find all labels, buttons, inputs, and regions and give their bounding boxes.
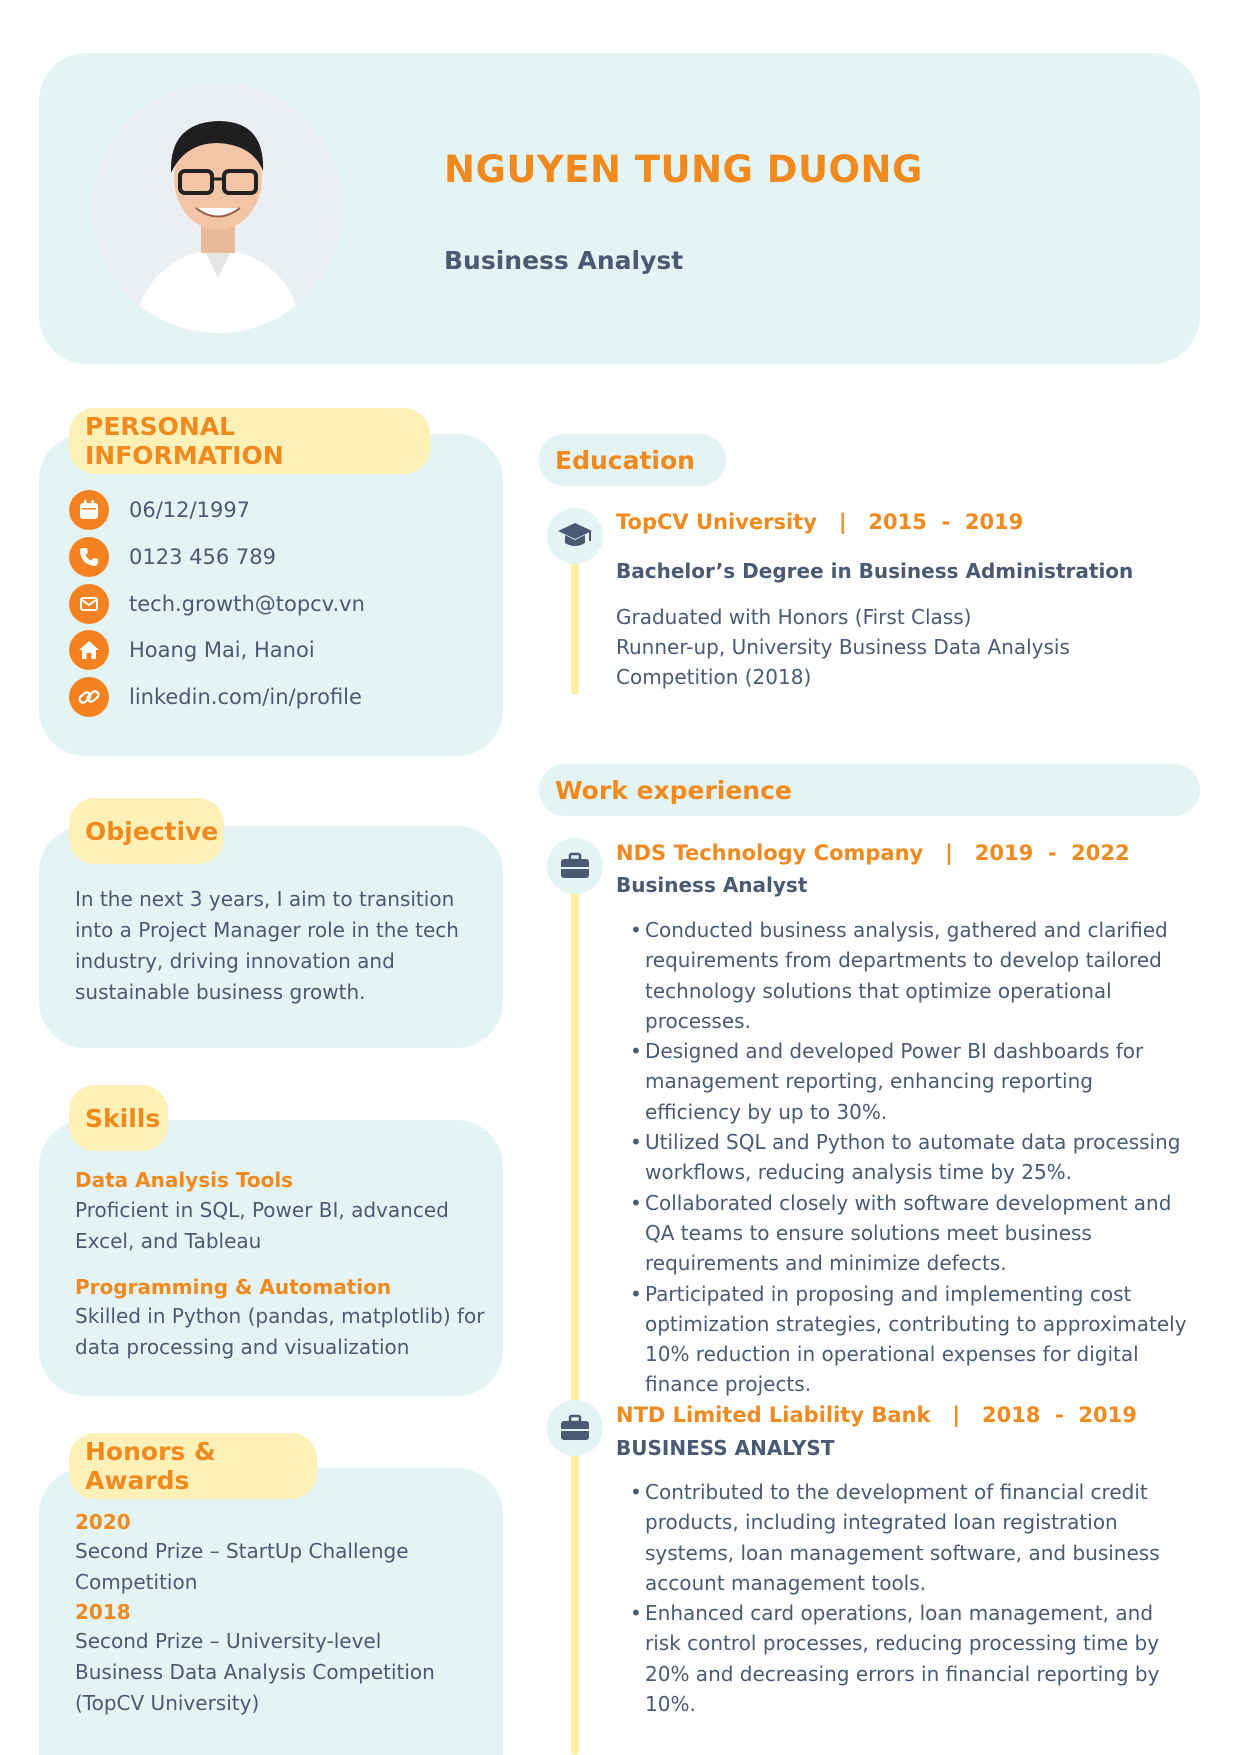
- skill-title: Programming & Automation: [75, 1275, 392, 1299]
- education-degree: Bachelor’s Degree in Business Administration: [616, 559, 1134, 583]
- skill-text: Proficient in SQL, Power BI, advanced Excel, and Tableau: [75, 1198, 449, 1253]
- profile-photo: [93, 83, 343, 333]
- education-detail: Graduated with Honors (First Class): [616, 605, 972, 629]
- award-text: Second Prize – University-level Business Data Analysis Competition (TopCV University): [75, 1629, 435, 1715]
- skill-title: Data Analysis Tools: [75, 1168, 294, 1192]
- list-item: • Utilized SQL and Python to automate data processing workflows, reducing analysis time by 25%.: [630, 1127, 1190, 1188]
- briefcase-icon: [547, 1400, 603, 1456]
- education-org-line: TopCV University | 2015 - 2019: [616, 510, 1024, 534]
- personal-info-heading: PERSONAL INFORMATION: [69, 408, 430, 474]
- info-row-address: [69, 630, 315, 670]
- header-card: [39, 53, 1200, 364]
- list-item: • Enhanced card operations, loan management, and risk control processes, reducing processing time by 20% and decreasing errors in financial reporting by 10%.: [630, 1598, 1190, 1719]
- phone-text: 0123 456 789: [129, 545, 276, 569]
- birthday-text: 06/12/1997: [129, 498, 251, 522]
- timeline-line: [571, 868, 579, 1755]
- award-year: 2020: [75, 1510, 131, 1534]
- objective-text: In the next 3 years, I aim to transition into a Project Manager role in the tech industry, driving innovation and sustainable business growth.: [75, 887, 459, 1004]
- skills-card: [39, 1120, 503, 1396]
- info-row-phone: [69, 537, 276, 577]
- award-text: Second Prize – StartUp Challenge Competition: [75, 1539, 409, 1594]
- candidate-name: NGUYEN TUNG DUONG: [444, 148, 923, 191]
- list-item: • Designed and developed Power BI dashboards for management reporting, enhancing reporting efficiency by up to 30%.: [630, 1036, 1190, 1127]
- calendar-icon: [69, 490, 109, 530]
- email-link[interactable]: tech.growth@topcv.vn: [129, 592, 365, 616]
- education-heading: Education: [539, 434, 726, 486]
- info-row-linkedin[interactable]: [69, 677, 362, 717]
- work-heading: Work experience: [539, 764, 1200, 816]
- skill-text: Skilled in Python (pandas, matplotlib) for data processing and visualization: [75, 1304, 485, 1359]
- job-title: Business Analyst: [444, 246, 684, 275]
- briefcase-icon: [547, 838, 603, 894]
- award-year: 2018: [75, 1600, 131, 1624]
- info-row-email[interactable]: [69, 584, 365, 624]
- education-detail: Runner-up, University Business Data Analysis Competition (2018): [616, 635, 1070, 689]
- job-role: Business Analyst: [616, 873, 808, 897]
- list-item: • Collaborated closely with software development and QA teams to ensure solutions meet business requirements and minimize defects.: [630, 1188, 1190, 1279]
- phone-icon: [69, 537, 109, 577]
- job-bullets: [630, 915, 1190, 1400]
- job-role: BUSINESS ANALYST: [616, 1436, 835, 1460]
- list-item: • Contributed to the development of financial credit products, including integrated loan registration systems, loan management software, and business account management tools.: [630, 1477, 1190, 1598]
- list-item: • Participated in proposing and implementing cost optimization strategies, contributing to approximately 10% reduction in operational expenses for digital finance projects.: [630, 1279, 1190, 1400]
- list-item: • Conducted business analysis, gathered and clarified requirements from departments to develop tailored technology solutions that optimize operational processes.: [630, 915, 1190, 1036]
- personal-info-card: [39, 434, 503, 756]
- email-icon: [69, 584, 109, 624]
- honors-heading: Honors & Awards: [69, 1433, 317, 1499]
- link-icon: [69, 677, 109, 717]
- home-icon: [69, 630, 109, 670]
- honors-card: [39, 1468, 503, 1755]
- address-text: Hoang Mai, Hanoi: [129, 638, 315, 662]
- linkedin-link[interactable]: linkedin.com/in/profile: [129, 685, 362, 709]
- job-org-line: NTD Limited Liability Bank | 2018 - 2019: [616, 1403, 1137, 1427]
- graduation-cap-icon: [547, 508, 603, 564]
- job-org-line: NDS Technology Company | 2019 - 2022: [616, 841, 1130, 865]
- skills-heading: Skills: [69, 1085, 168, 1151]
- info-row-birthday: [69, 490, 250, 530]
- job-bullets: [630, 1477, 1190, 1719]
- objective-heading: Objective: [69, 798, 224, 864]
